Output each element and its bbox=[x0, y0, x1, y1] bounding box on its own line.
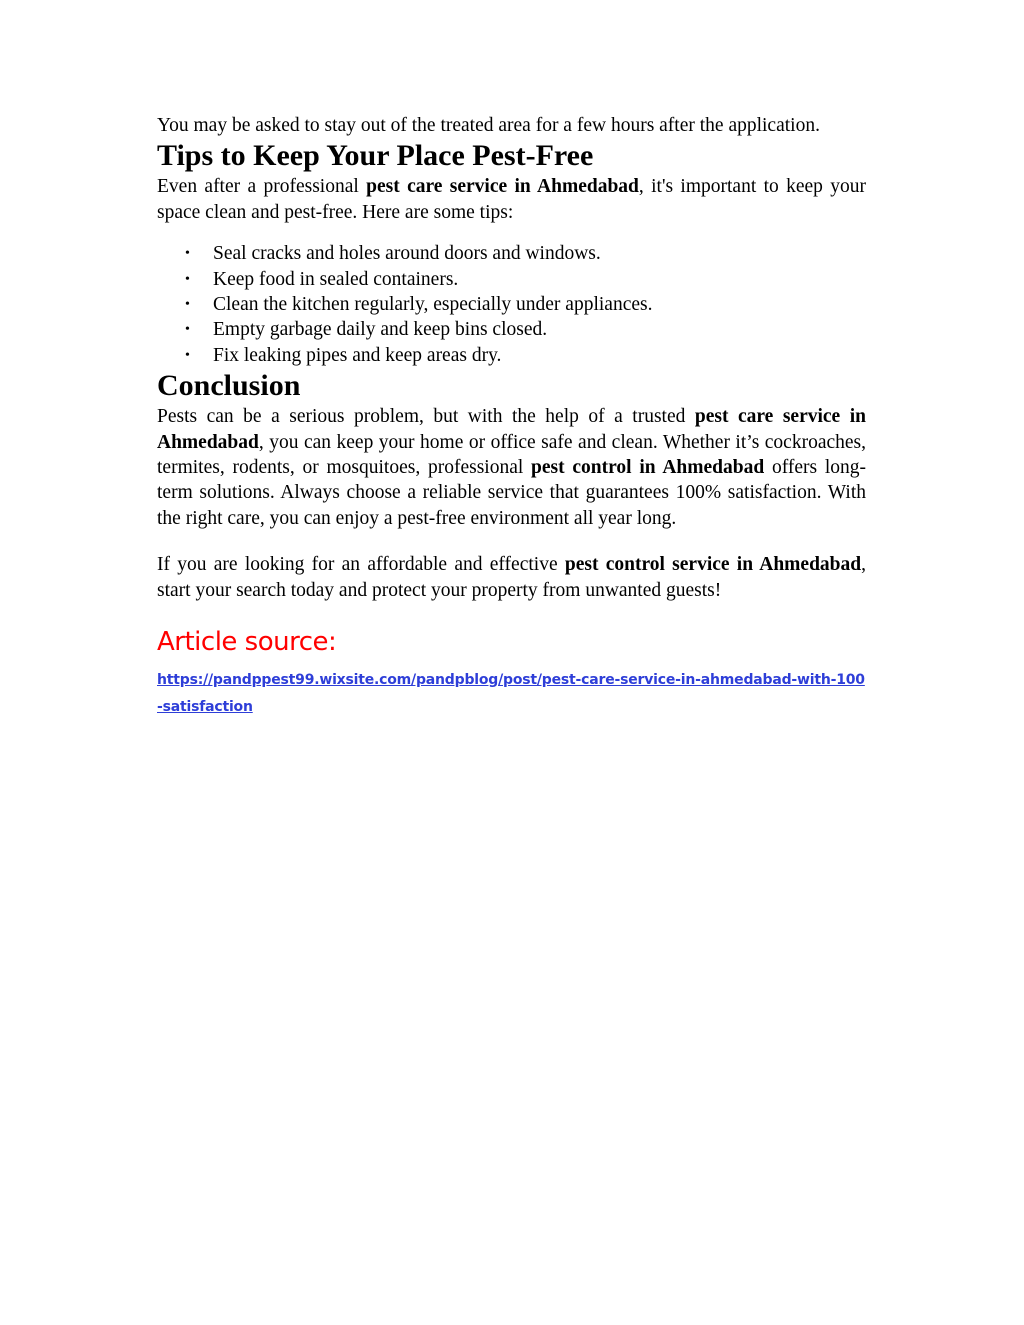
tips-text-end: , it's important to keep your space clean and pest-free. Here are some tips: bbox=[157, 176, 866, 223]
bullet-icon: • bbox=[185, 347, 190, 363]
tips-keyword: pest care service in Ahmedabad bbox=[366, 176, 639, 198]
tips-text-start: Even after a professional bbox=[157, 176, 367, 198]
article-source-heading: Article source: bbox=[157, 627, 337, 658]
article-source-link[interactable]: https://pandppest99.wixsite.com/pandpblog/post/pest-care-service-in-ahmedabad-with-100-satisfaction bbox=[157, 672, 865, 716]
tips-list bbox=[157, 241, 866, 368]
conclusion-keyword: pest control service in Ahmedabad bbox=[564, 554, 862, 576]
conclusion-text: , you can keep your home or office safe and clean. Whether it’s cockroaches, termites, rodents, or mosquitoes, professional bbox=[157, 431, 866, 479]
list-item bbox=[157, 343, 866, 368]
paragraph-gap bbox=[157, 531, 866, 552]
list-item-text: Seal cracks and holes around doors and windows. bbox=[213, 243, 601, 265]
list-item-text: Keep food in sealed containers. bbox=[213, 268, 459, 290]
list-item-text: Empty garbage daily and keep bins closed. bbox=[213, 319, 548, 341]
bullet-icon: • bbox=[185, 271, 190, 287]
conclusion-keyword: pest control in Ahmedabad bbox=[531, 457, 765, 479]
bullet-icon: • bbox=[185, 297, 190, 313]
conclusion-text: If you are looking for an affordable and effective bbox=[157, 554, 565, 576]
conclusion-paragraph-1 bbox=[157, 404, 866, 531]
conclusion-text: offers long-term solutions. Always choose a reliable service that guarantees 100% satisfaction. With the right care, you can enjoy a pest-free environment all year long. bbox=[157, 457, 866, 529]
tips-paragraph bbox=[157, 174, 866, 225]
list-item bbox=[157, 292, 866, 317]
list-item-text: Clean the kitchen regularly, especially under appliances. bbox=[213, 294, 653, 316]
intro-text: You may be asked to stay out of the treated area for a few hours after the application. bbox=[157, 115, 820, 136]
bullet-icon: • bbox=[185, 246, 190, 262]
conclusion-text: , start your search today and protect your property from unwanted guests! bbox=[157, 554, 866, 601]
conclusion-text: Pests can be a serious problem, but with the help of a trusted bbox=[157, 406, 695, 428]
conclusion-paragraph-2 bbox=[157, 552, 866, 603]
list-item bbox=[157, 317, 866, 342]
intro-paragraph bbox=[157, 113, 866, 138]
document-page bbox=[157, 113, 866, 721]
conclusion-keyword: pest care service in Ahmedabad bbox=[157, 406, 866, 453]
conclusion-heading: Conclusion bbox=[157, 369, 301, 403]
list-item bbox=[157, 267, 866, 292]
list-item bbox=[157, 241, 866, 266]
bullet-icon: • bbox=[185, 322, 190, 338]
tips-heading: Tips to Keep Your Place Pest-Free bbox=[157, 139, 594, 173]
list-item-text: Fix leaking pipes and keep areas dry. bbox=[213, 344, 502, 366]
